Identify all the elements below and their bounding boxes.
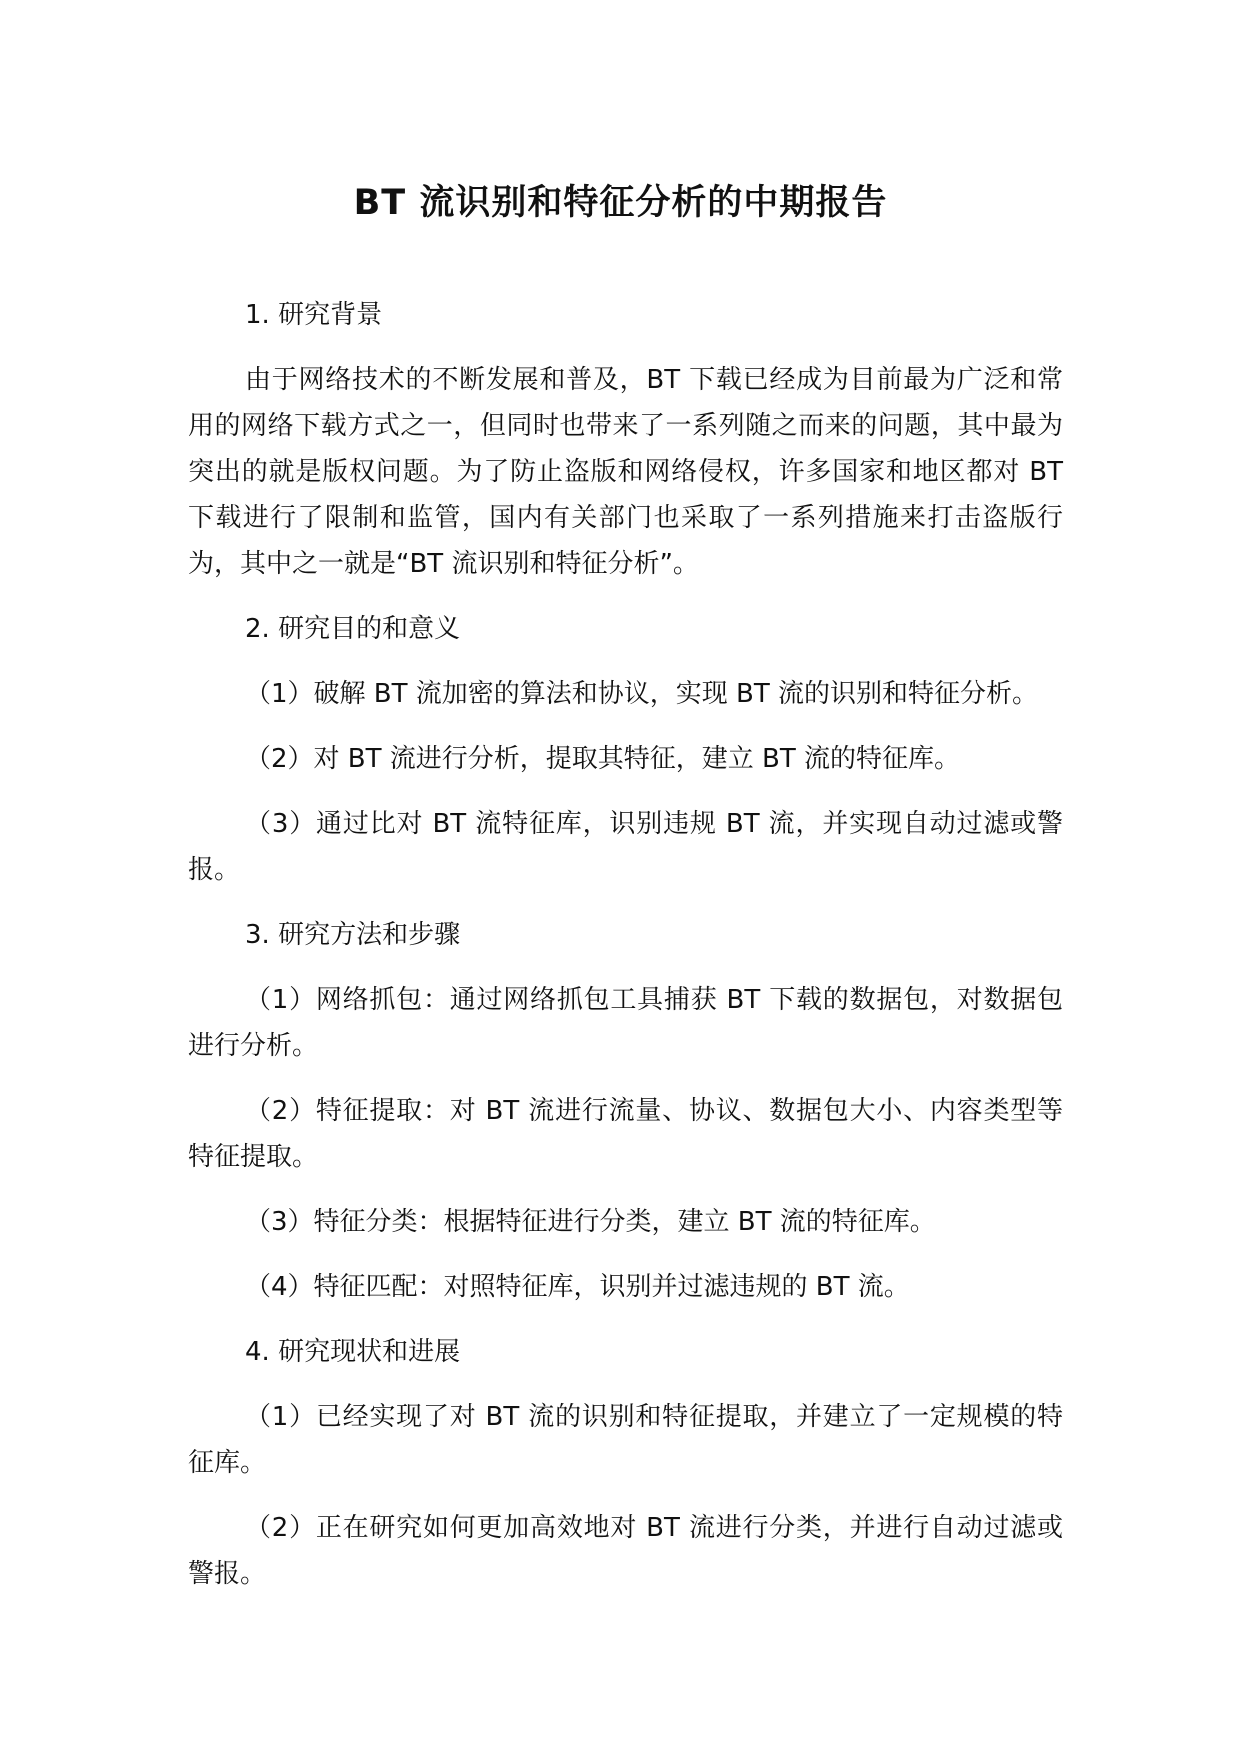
section-heading: 2. 研究目的和意义 [245,614,461,644]
list-item: （3）特征分类：根据特征进行分类，建立 BT 流的特征库。 [245,1207,936,1237]
section-progress [188,1329,1063,1597]
paragraph: 由于网络技术的不断发展和普及，BT 下载已经成为目前最为广泛和常用的网络下载方式之一，但同时也带来了一系列随之而来的问题，其中最为突出的就是版权问题。为了防止盗版和网络侵权，许多国家和地区都对 BT 下载进行了限制和监管，国内有关部门也采取了一系列措施来打击盗版行为，其中之一就是“BT 流识别和特征分析”。 [188,365,1063,579]
section-heading: 4. 研究现状和进展 [245,1337,461,1367]
section-purpose [188,606,1063,893]
list-item: （4）特征匹配：对照特征库，识别并过滤违规的 BT 流。 [245,1272,910,1302]
section-heading: 3. 研究方法和步骤 [245,920,461,950]
section-method [188,912,1063,1310]
list-item: （2）正在研究如何更加高效地对 BT 流进行分类，并进行自动过滤或警报。 [188,1513,1063,1589]
document-title: BT 流识别和特征分析的中期报告 [353,183,888,223]
list-item: （2）特征提取：对 BT 流进行流量、协议、数据包大小、内容类型等特征提取。 [188,1096,1063,1172]
section-background [188,292,1063,587]
document-body [188,292,1063,1616]
list-item: （1）破解 BT 流加密的算法和协议，实现 BT 流的识别和特征分析。 [245,679,1039,709]
list-item: （2）对 BT 流进行分析，提取其特征，建立 BT 流的特征库。 [245,744,961,774]
section-heading: 1. 研究背景 [245,300,383,330]
list-item: （1）网络抓包：通过网络抓包工具捕获 BT 下载的数据包，对数据包进行分析。 [188,985,1063,1061]
list-item: （3）通过比对 BT 流特征库，识别违规 BT 流，并实现自动过滤或警报。 [188,809,1063,885]
list-item: （1）已经实现了对 BT 流的识别和特征提取，并建立了一定规模的特征库。 [188,1402,1063,1478]
